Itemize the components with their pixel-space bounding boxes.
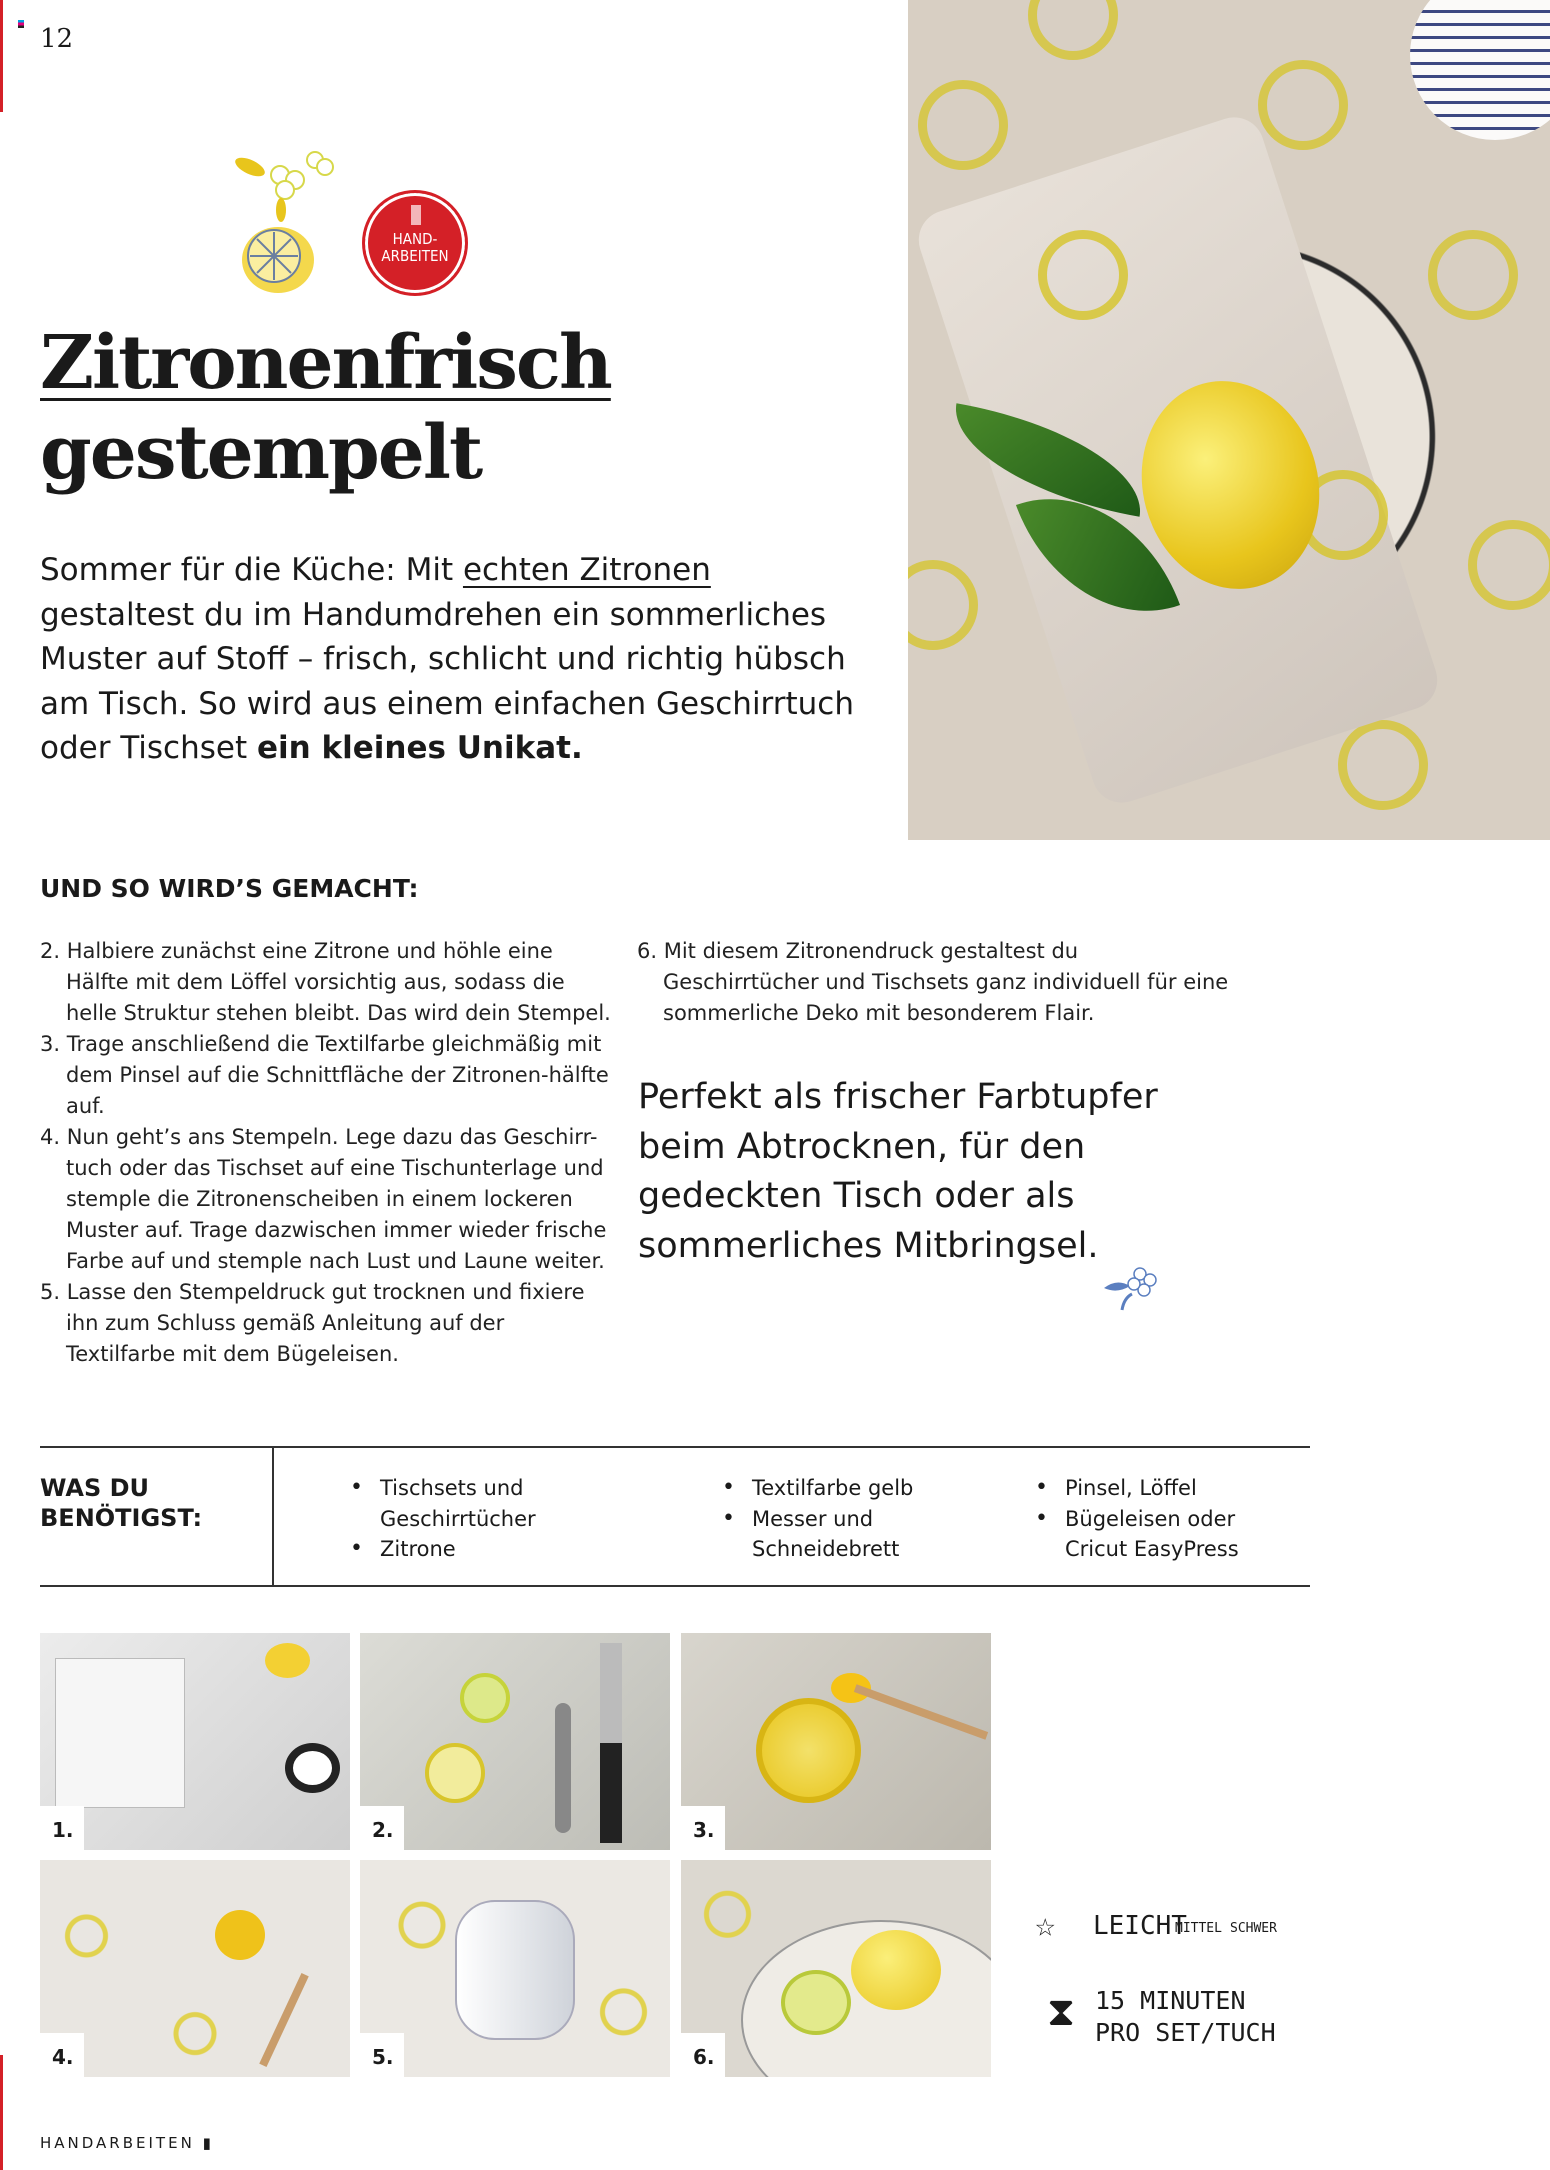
badge-text: HAND- [392,230,438,248]
photo-number: 5. [360,2033,404,2077]
handarbeiten-badge [362,190,468,296]
materials-box [40,1446,1310,1587]
material-item: • Tischsets und Geschirrtücher [350,1473,580,1534]
materials-label-line: WAS DU [40,1474,150,1502]
red-margin-bar [0,2055,3,2170]
photo-number: 1. [40,1806,84,1850]
material-item: • Zitrone [350,1534,580,1565]
photo-number: 4. [40,2033,84,2077]
photo-number: 3. [681,1806,725,1850]
title-line-1: Zitronenfrisch [40,320,611,406]
step-item: 6. Mit diesem Zitronendruck gestaltest du Geschirrtücher und Tischsets ganz individuell für eine sommerliche Deko mit besonderem Flair. [637,939,1229,1025]
step-item: 2. Halbiere zunächst eine Zitrone und höhle eine Hälfte mit dem Löffel vorsichtig aus, sodass die helle Struktur stehen bleibt. Das wird dein Stempel. [40,939,611,1025]
pull-quote: Perfekt als frischer Farbtupfer beim Abtrocknen, für den gedeckten Tisch oder als sommerliches Mitbringsel. [638,1077,1158,1266]
step-photo-4 [40,1860,350,2077]
intro-bold: ein kleines Unikat. [257,730,583,766]
thread-spool-icon: ▮ [202,2134,214,2152]
materials-label-line: BENÖTIGST: [40,1504,203,1532]
materials-label [40,1473,202,1533]
lemon-half-icon [238,222,323,297]
thread-spool-icon [411,205,421,225]
intro-link[interactable]: echten Zitronen [462,552,711,588]
step-photo-6 [681,1860,991,2077]
intro-text: gestaltest du im Handumdrehen ein sommerliches Muster auf Stoff – frisch, schlicht und richtig hübsch am Tisch. So wird aus einem einfachen Geschirrtuch oder Tischset [40,596,854,766]
red-margin-bar [0,0,3,112]
footer-section-label [40,2134,214,2152]
step-photo-5 [360,1860,670,2077]
intro-text: Sommer für die Küche: Mit [40,552,463,588]
material-item: • Messer und Schneidebrett [722,1504,942,1565]
lemon-blossom-icon [225,145,365,225]
photo-number: 2. [360,1806,404,1850]
step-item: 5. Lasse den Stempeldruck gut trocknen und fixiere ihn zum Schluss gemäß Anleitung auf der Textilfarbe mit dem Bügeleisen. [40,1280,585,1366]
footer-text: HANDARBEITEN [40,2134,195,2152]
difficulty-selected: LEICHT [1093,1911,1187,1941]
step-item: 3. Trage anschließend die Textilfarbe gleichmäßig mit dem Pinsel auf die Schnittfläche der Zitronen-hälfte auf. [40,1032,609,1118]
difficulty-option: SCHWER [1230,1921,1277,1936]
material-item: • Textilfarbe gelb [722,1473,942,1504]
star-icon: ☆ [1035,1905,1056,1945]
step-item: 4. Nun geht’s ans Stempeln. Lege dazu das Geschirr-tuch oder das Tischset auf eine Tischunterlage und stemple die Zitronenscheiben in einem lockeren Muster auf. Trage dazwischen immer wieder frische Farbe auf und stemple nach Lust und Laune weiter. [40,1125,607,1273]
time-text [1095,1985,1276,2049]
step-photo-1 [40,1633,350,1850]
badge-text: ARBEITEN [381,247,449,265]
divider [272,1448,274,1585]
page-title [40,318,611,498]
color-marks-icon [18,20,24,28]
difficulty-option: MITTEL [1175,1921,1222,1936]
materials-column [350,1473,580,1565]
time-line: 15 MINUTEN [1095,1986,1246,2015]
step-photo-3 [681,1633,991,1850]
materials-column [1035,1473,1275,1565]
steps-list-right [637,936,1237,1029]
title-line-2: gestempelt [40,410,482,496]
hourglass-icon: ⧗ [1047,1989,1076,2035]
hero-photo-lemon-napkin [908,0,1550,840]
materials-column [722,1473,942,1565]
blue-blossom-icon [1102,1260,1162,1316]
step-photo-2 [360,1633,670,1850]
time-line: PRO SET/TUCH [1095,2018,1276,2047]
material-item: • Bügeleisen oder Cricut EasyPress [1035,1504,1275,1565]
steps-list-left [40,936,620,1370]
section-heading: UND SO WIRD’S GEMACHT: [40,874,419,903]
material-item: • Pinsel, Löffel [1035,1473,1275,1504]
intro-paragraph [40,548,860,771]
page-number: 12 [40,24,74,54]
photo-number: 6. [681,2033,725,2077]
